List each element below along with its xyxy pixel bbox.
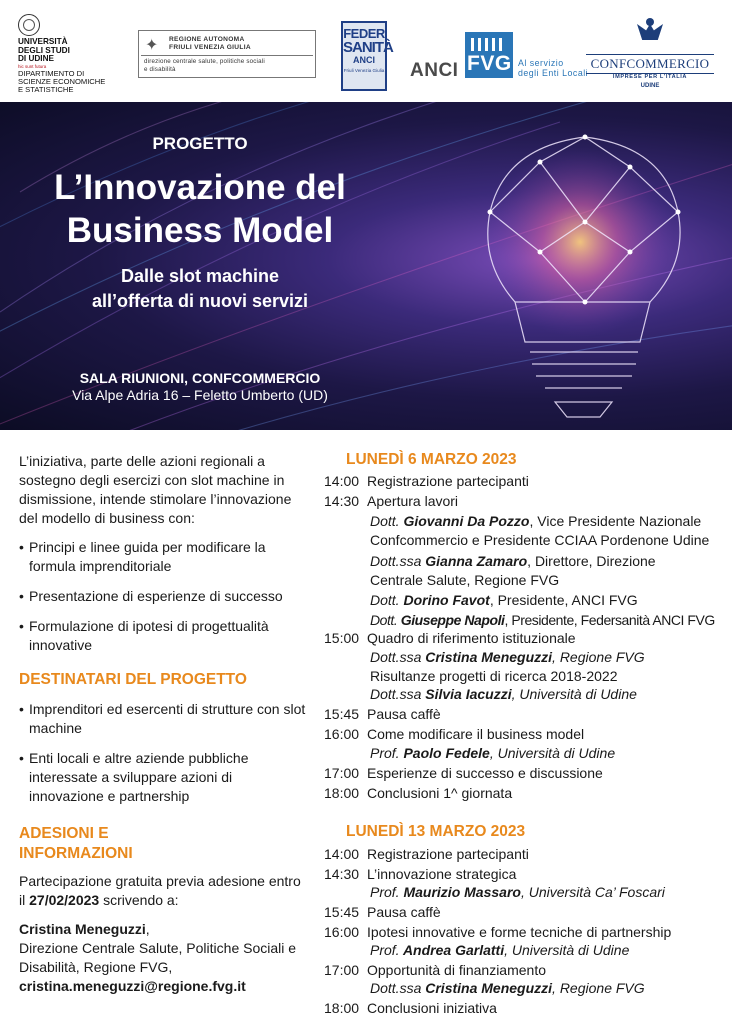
title-line-1: L’Innovazione del bbox=[54, 168, 346, 207]
confcommercio-sub: IMPRESE PER L'ITALIA bbox=[612, 74, 688, 80]
speaker-name: Cristina Meneguzzi bbox=[421, 649, 553, 665]
anci-box-text: FVG bbox=[467, 52, 512, 75]
speaker-role: , Presidente, ANCI FVG bbox=[489, 592, 638, 608]
agenda-text: Pausa caffè bbox=[367, 706, 441, 722]
list-item: • Enti locali e altre aziende pubbliche interessate a sviluppare azioni di innovazione e partnership bbox=[19, 749, 309, 806]
day2-heading: LUNEDÌ 13 MARZO 2023 bbox=[346, 823, 526, 840]
confcommercio-city: UDINE bbox=[640, 83, 660, 89]
uniud-name-3: DI UDINE bbox=[18, 54, 54, 64]
federsanita-line2: SANITÀ bbox=[343, 39, 393, 56]
list-item: • Presentazione di esperienze di successo bbox=[19, 587, 309, 606]
speaker-title: Prof. bbox=[370, 745, 400, 761]
eagle-icon bbox=[637, 18, 663, 46]
university-seal-icon bbox=[18, 14, 40, 36]
speaker-name: Cristina Meneguzzi bbox=[421, 980, 553, 996]
agenda-text: Risultanze progetti di ricerca 2018-2022 bbox=[370, 668, 618, 684]
agenda-time: 14:00 bbox=[324, 473, 360, 489]
destinatari-heading: DESTINATARI DEL PROGETTO bbox=[19, 671, 247, 688]
agenda-text: Opportunità di finanziamento bbox=[367, 962, 546, 978]
anci-word: ANCI bbox=[410, 60, 459, 81]
agenda-text: Registrazione partecipanti bbox=[367, 473, 529, 489]
agenda-time: 15:45 bbox=[324, 904, 360, 920]
speaker-title: Dott.ssa bbox=[370, 553, 422, 569]
divider bbox=[141, 55, 313, 56]
agenda-text: Conclusioni 1^ giornata bbox=[367, 785, 513, 801]
adesioni-text-post: scrivendo a: bbox=[99, 892, 179, 908]
uniud-dept-1: DIPARTIMENTO DI bbox=[18, 68, 85, 78]
agenda-text: Registrazione partecipanti bbox=[367, 846, 529, 862]
speaker-role: , Università di Udine bbox=[489, 745, 616, 761]
uniud-motto: hic sunt futura bbox=[18, 63, 47, 69]
speaker-title: Dott.ssa bbox=[370, 649, 422, 665]
contact-name-suffix: , bbox=[145, 921, 150, 937]
uniud-logo bbox=[12, 14, 112, 94]
agenda-time: 18:00 bbox=[324, 1000, 360, 1016]
fvg-title-2: FRIULI VENEZIA GIULIA bbox=[169, 43, 251, 51]
adesioni-heading-2: INFORMAZIONI bbox=[19, 845, 133, 862]
speaker-name: Paolo Fedele bbox=[399, 745, 490, 761]
agenda-text: L’innovazione strategica bbox=[367, 866, 517, 882]
fvg-title-1: REGIONE AUTONOMA bbox=[169, 36, 245, 43]
speaker-title: Dott. bbox=[370, 592, 400, 608]
objectives-list bbox=[19, 538, 309, 655]
agenda-text: Ipotesi innovative e forme tecniche di partnership bbox=[367, 924, 672, 940]
federsanita-logo bbox=[341, 21, 393, 91]
federsanita-line1: FEDER bbox=[343, 26, 385, 41]
agenda-time: 16:00 bbox=[324, 726, 360, 742]
adesioni-heading-1: ADESIONI E bbox=[19, 825, 109, 842]
left-column bbox=[19, 452, 309, 996]
agenda-time: 15:00 bbox=[324, 630, 360, 646]
adesioni-heading bbox=[19, 824, 309, 864]
logo-bar bbox=[0, 0, 732, 102]
eagle-icon: ✦ bbox=[145, 37, 159, 54]
speaker-role: , Presidente, Federsanità ANCI FVG bbox=[504, 612, 715, 628]
contact-name: Cristina Meneguzzi bbox=[19, 921, 146, 937]
uniud-dept-3: E STATISTICHE bbox=[18, 84, 74, 94]
speaker-title: Prof. bbox=[370, 884, 400, 900]
uniud-dept-2: SCIENZE ECONOMICHE bbox=[18, 76, 106, 86]
hero-banner bbox=[0, 102, 732, 430]
anci-tagline-1: Al servizio bbox=[518, 58, 564, 68]
anci-building-icon bbox=[465, 32, 513, 78]
speaker-title: Dott.ssa bbox=[370, 686, 422, 702]
agenda-time: 14:00 bbox=[324, 846, 360, 862]
contact-office: Direzione Centrale Salute, Politiche Sociali e Disabilità, Regione FVG, bbox=[19, 940, 297, 975]
confcommercio-name: CONFCOMMERCIO bbox=[586, 54, 714, 74]
contact-email[interactable]: cristina.meneguzzi@regione.fvg.it bbox=[19, 978, 246, 994]
project-label: PROGETTO bbox=[152, 134, 248, 153]
subtitle-line-1: Dalle slot machine bbox=[120, 266, 280, 286]
page-title bbox=[0, 166, 400, 252]
federsanita-line3: ANCI bbox=[353, 55, 375, 65]
agenda-text: Apertura lavori bbox=[367, 493, 459, 509]
speaker-title: Prof. bbox=[370, 942, 400, 958]
list-item: • Formulazione di ipotesi di progettualità innovative bbox=[19, 617, 309, 655]
adesioni-text-pre: Partecipazione gratuita previa adesione entro il bbox=[19, 873, 301, 908]
speaker-role: , Vice Presidente Nazionale bbox=[529, 513, 702, 529]
speaker-title: Dott. bbox=[370, 513, 400, 529]
uniud-name-2: DEGLI STUDI bbox=[18, 45, 70, 55]
contact-block bbox=[19, 920, 309, 996]
day1-heading: LUNEDÌ 6 MARZO 2023 bbox=[346, 451, 517, 468]
speaker-role: , Regione FVG bbox=[552, 980, 645, 996]
speaker-role: , Università Ca’ Foscari bbox=[520, 884, 665, 900]
agenda-time: 17:00 bbox=[324, 765, 360, 781]
agenda-time: 16:00 bbox=[324, 924, 360, 940]
destinatari-list bbox=[19, 700, 309, 806]
speaker-role: Confcommercio e Presidente CCIAA Pordenone Udine bbox=[370, 532, 710, 548]
adesioni-text bbox=[19, 872, 309, 910]
fvg-dept-2: e disabilità bbox=[144, 66, 176, 73]
speaker-name: Dorino Favot bbox=[399, 592, 490, 608]
agenda-time: 14:30 bbox=[324, 493, 360, 509]
speaker-role: Centrale Salute, Regione FVG bbox=[370, 572, 560, 588]
speaker-name: Maurizio Massaro bbox=[399, 884, 521, 900]
speaker-name: Silvia Iacuzzi bbox=[421, 686, 512, 702]
speaker-role: , Università di Udine bbox=[504, 942, 630, 958]
speaker-name: Andrea Garlatti bbox=[399, 942, 505, 958]
list-item: • Imprenditori ed esercenti di strutture con slot machine bbox=[19, 700, 309, 738]
list-item: • Principi e linee guida per modificare la formula imprenditoriale bbox=[19, 538, 309, 576]
address: Via Alpe Adria 16 – Feletto Umberto (UD) bbox=[72, 387, 328, 403]
agenda-text: Quadro di riferimento istituzionale bbox=[367, 630, 576, 646]
speaker-role: , Regione FVG bbox=[552, 649, 645, 665]
speaker-name: Gianna Zamaro bbox=[421, 553, 528, 569]
fvg-region-logo bbox=[138, 30, 316, 78]
title-line-2: Business Model bbox=[66, 211, 334, 250]
subtitle-line-2: all’offerta di nuovi servizi bbox=[91, 291, 309, 311]
speaker-title: Dott.ssa bbox=[370, 980, 422, 996]
subtitle bbox=[0, 264, 400, 314]
speaker-name: Giuseppe Napoli bbox=[397, 612, 505, 628]
speaker-name: Giovanni Da Pozzo bbox=[399, 513, 530, 529]
anci-tagline-2: degli Enti Locali bbox=[518, 68, 589, 78]
agenda-text: Pausa caffè bbox=[367, 904, 441, 920]
agenda-text: Come modificare il business model bbox=[367, 726, 585, 742]
federsanita-line4: Friuli Venezia Giulia bbox=[343, 68, 385, 73]
fvg-dept-1: direzione centrale salute, politiche sociali bbox=[144, 58, 265, 65]
agenda-time: 14:30 bbox=[324, 866, 360, 882]
intro-text: L’iniziativa, parte delle azioni regionali a sostegno degli esercizi con slot machine in dismissione, intende stimolare l’innovazione del modello di business con: bbox=[19, 453, 292, 526]
speaker-title: Dott. bbox=[370, 612, 398, 628]
agenda-text: Conclusioni iniziativa bbox=[367, 1000, 497, 1016]
uniud-name-1: UNIVERSITÀ bbox=[18, 37, 68, 46]
agenda-time: 17:00 bbox=[324, 962, 360, 978]
speaker-role: , Direttore, Direzione bbox=[527, 553, 656, 569]
agenda-text: Esperienze di successo e discussione bbox=[367, 765, 603, 781]
speaker-role: , Università di Udine bbox=[511, 686, 637, 702]
adesioni-deadline: 27/02/2023 bbox=[29, 892, 100, 908]
agenda-time: 15:45 bbox=[324, 706, 360, 722]
venue: SALA RIUNIONI, CONFCOMMERCIO bbox=[79, 370, 321, 386]
confcommercio-logo bbox=[586, 18, 714, 89]
agenda-time: 18:00 bbox=[324, 785, 360, 801]
